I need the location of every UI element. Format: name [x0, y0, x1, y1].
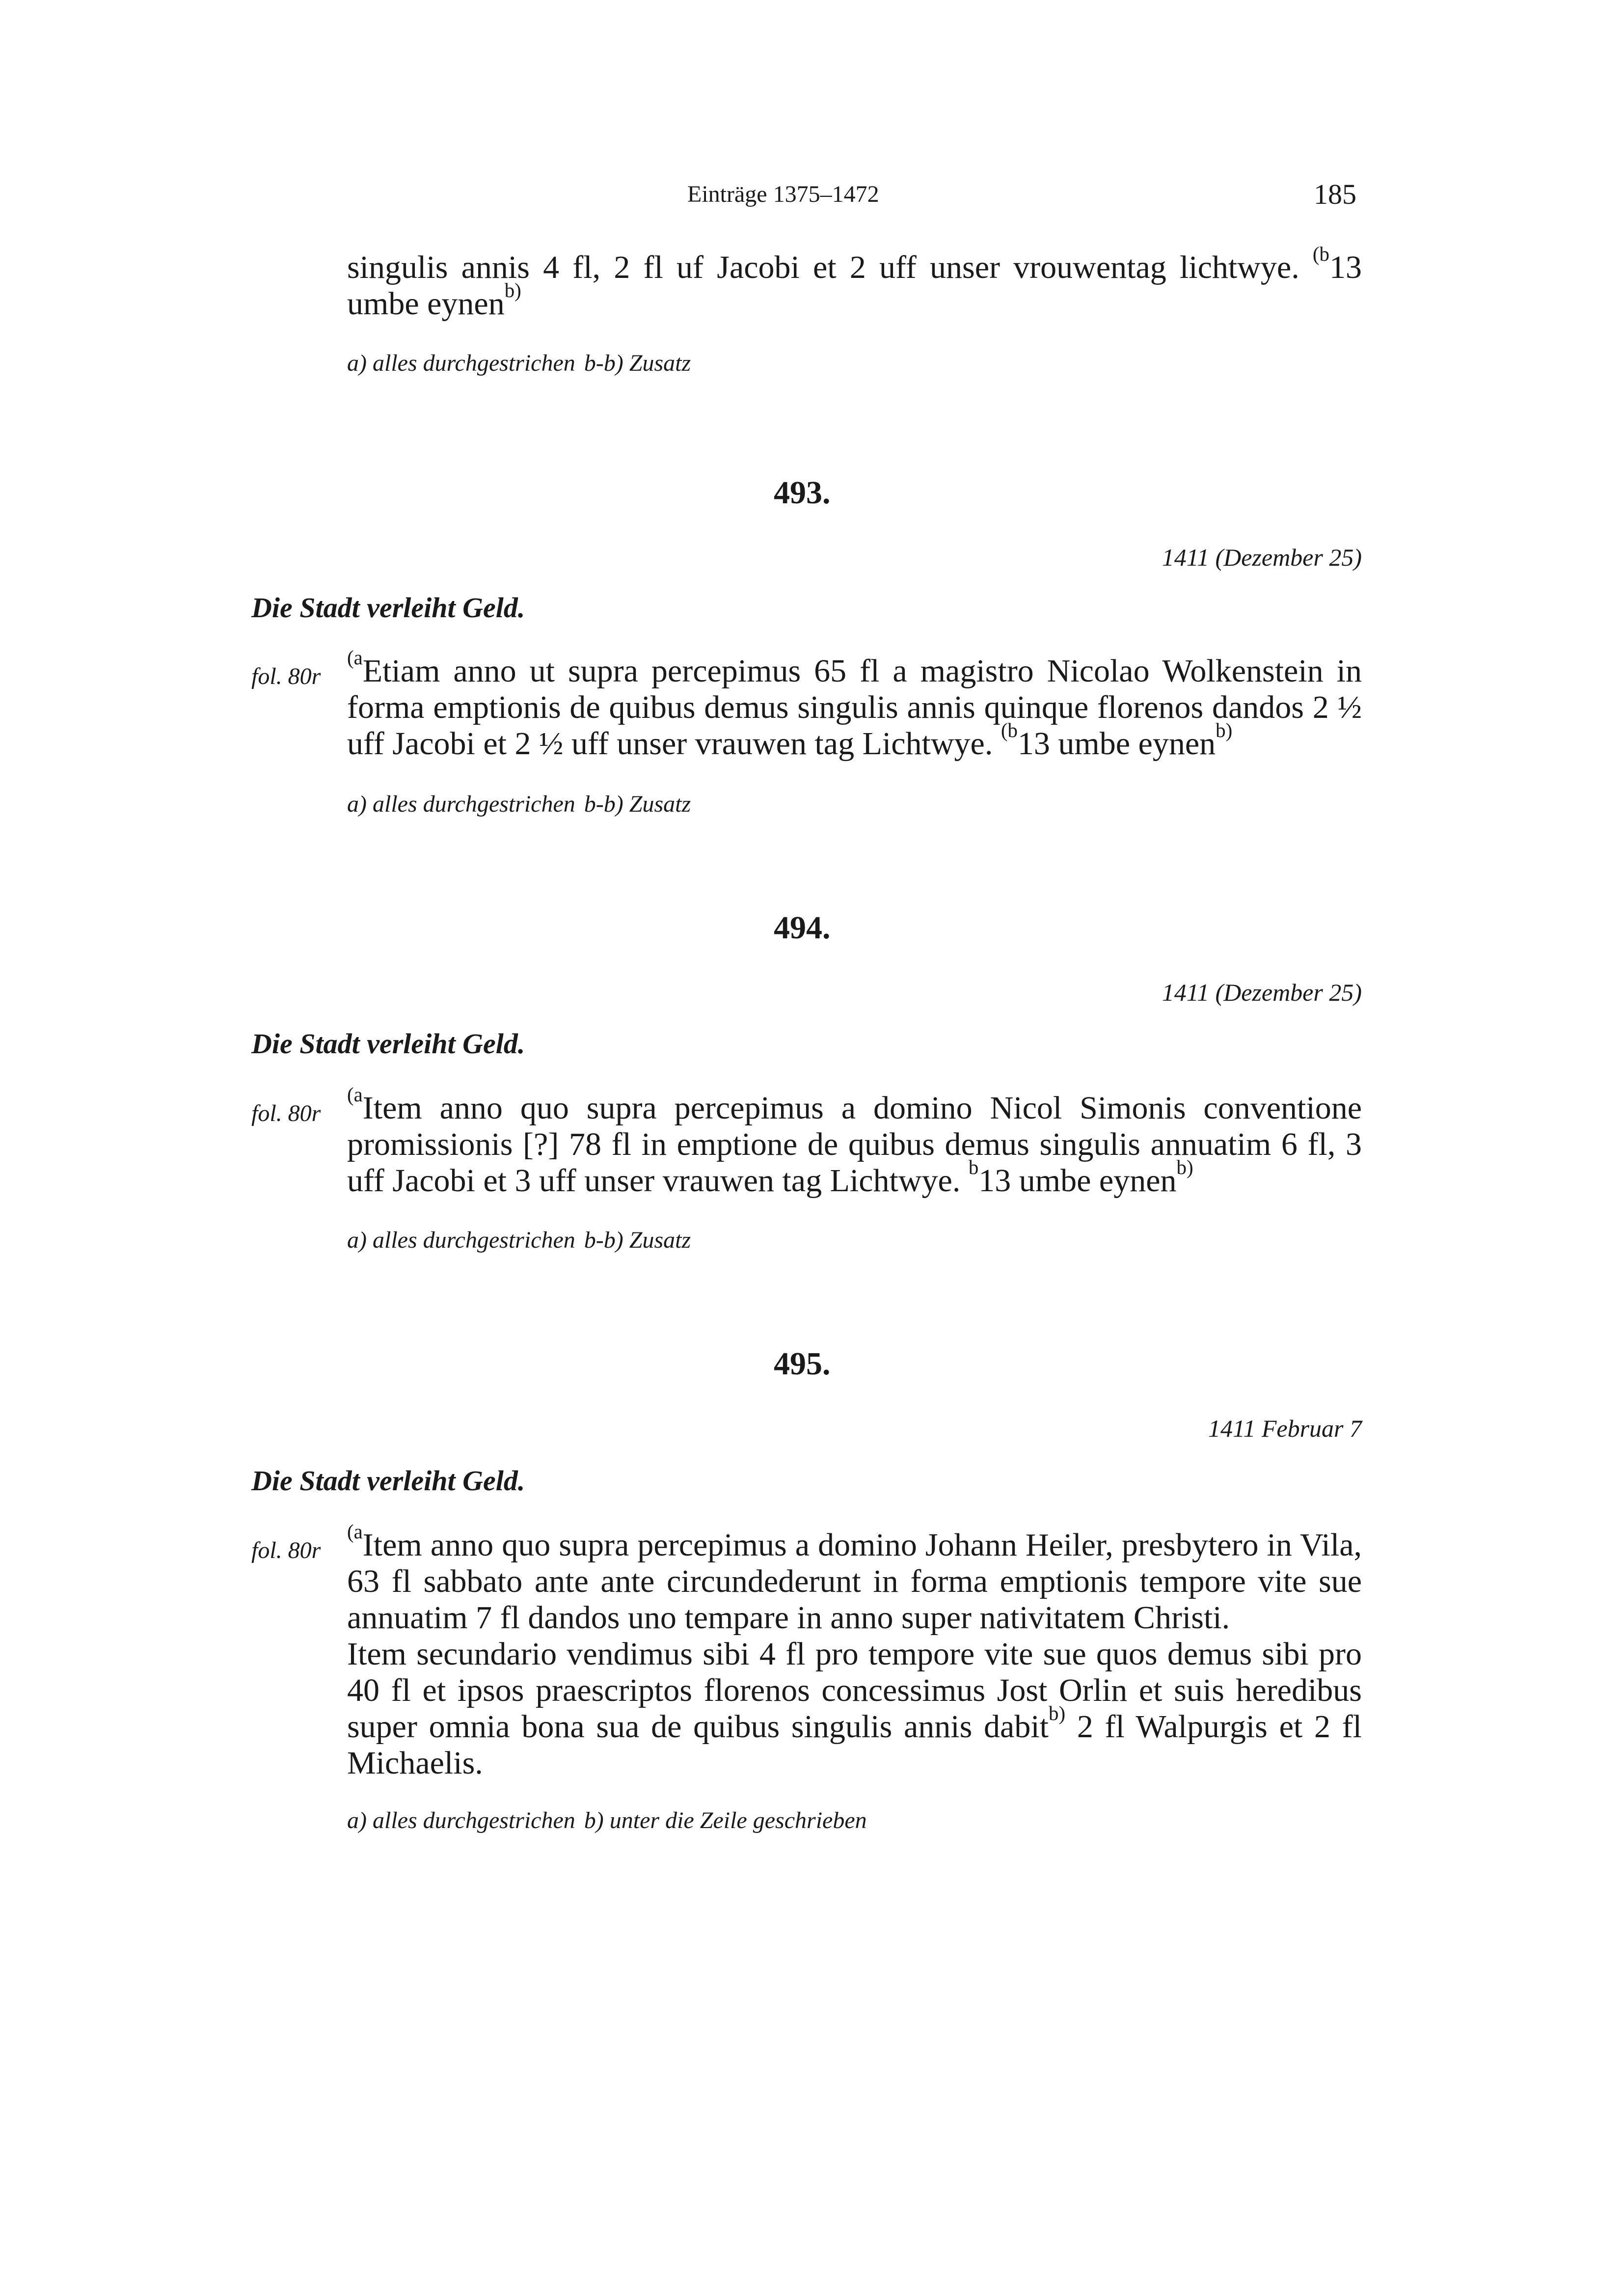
- footnote-marker: b): [1176, 1156, 1193, 1179]
- footnote-a: a) alles durchgestrichen: [347, 791, 575, 817]
- entry-main-text: Etiam anno ut supra percepimus 65 fl a magistro Nicolao Wolkenstein in forma emptionis de quibus demus singulis annis quinque florenos dandos 2 ½ uff Jacobi et 2 ½ uff unser vrauwen tag Lichtwye.: [347, 653, 1362, 762]
- page-number: 185: [1314, 178, 1356, 210]
- footnote-b: b-b) Zusatz: [584, 350, 691, 376]
- entry-second-text: Item secundario vendimus sibi 4 fl pro tempore vite sue quos demus sibi pro 40 fl et ipsos praescriptos florenos concessimus Jost Orlin et suis heredibus super omnia bona sua de quibus singulis annis dabit: [347, 1636, 1362, 1745]
- running-header-title: Einträge 1375–1472: [687, 181, 879, 207]
- footnotes: [347, 350, 1362, 377]
- entry-number: 494.: [774, 910, 831, 946]
- entry-second-text-end: 2 fl Walpurgis et 2 fl Michaelis.: [347, 1709, 1362, 1781]
- footnote-a: a) alles durchgestrichen: [347, 1227, 575, 1253]
- entry-addition: 13 umbe eynen: [1017, 726, 1216, 762]
- folio-reference: fol. 80r: [251, 1537, 321, 1563]
- entry-text: [347, 1084, 1362, 1199]
- entry-date: 1411 Februar 7: [1208, 1415, 1362, 1442]
- footnote-marker: (a: [347, 1084, 363, 1106]
- footnote-b: b-b) Zusatz: [584, 791, 691, 817]
- entry-heading: Die Stadt verleiht Geld.: [251, 1465, 525, 1497]
- footnotes: [347, 791, 1362, 818]
- entry-heading: Die Stadt verleiht Geld.: [251, 592, 525, 624]
- entry-addition: 13 umbe eynen: [978, 1163, 1177, 1199]
- folio-reference: fol. 80r: [251, 1100, 321, 1126]
- continuation-paragraph: [347, 243, 1362, 322]
- footnote-marker: b): [1049, 1702, 1066, 1725]
- footnote-b: b) unter die Zeile geschrieben: [584, 1807, 867, 1833]
- entry-paragraph: [347, 1636, 1362, 1781]
- entry-text: [347, 647, 1362, 762]
- entry-number: 495.: [774, 1346, 831, 1382]
- entry-text: [347, 1521, 1362, 1781]
- footnote-marker: b): [504, 279, 521, 302]
- footnote-marker: (b: [1312, 243, 1329, 266]
- entry-main-text: Item anno quo supra percepimus a domino Johann Heiler, presbytero in Vila, 63 fl sabbato ante ante circundederunt in forma emptionis tempore vite sue annuatim 7 fl dandos uno tempare in anno super nativitatem Christi.: [347, 1527, 1362, 1636]
- footnote-marker: (a: [347, 647, 363, 669]
- continuation-addition: 13 umbe eynen: [347, 249, 1362, 322]
- continuation-text: singulis annis 4 fl, 2 fl uf Jacobi et 2 uff unser vrouwentag lichtwye.: [347, 249, 1313, 285]
- footnotes: [347, 1227, 1362, 1254]
- footnote-marker: (a: [347, 1521, 363, 1543]
- footnote-marker: b): [1216, 719, 1233, 742]
- footnotes: [347, 1807, 1362, 1834]
- footnote-b: b-b) Zusatz: [584, 1227, 691, 1253]
- entry-paragraph: [347, 1521, 1362, 1636]
- footnote-a: a) alles durchgestrichen: [347, 350, 575, 376]
- entry-date: 1411 (Dezember 25): [1162, 979, 1362, 1006]
- footnote-marker: b: [968, 1156, 979, 1179]
- entry-main-text: Item anno quo supra percepimus a domino Nicol Simonis conventione promissionis [?] 78 fl in emptione de quibus demus singulis annuatim 6 fl, 3 uff Jacobi et 3 uff unser vrauwen tag Lichtwye.: [347, 1090, 1362, 1199]
- entry-date: 1411 (Dezember 25): [1162, 544, 1362, 571]
- folio-reference: fol. 80r: [251, 663, 321, 689]
- entry-number: 493.: [774, 475, 831, 511]
- entry-heading: Die Stadt verleiht Geld.: [251, 1028, 525, 1060]
- footnote-marker: (b: [1001, 719, 1018, 742]
- footnote-a: a) alles durchgestrichen: [347, 1807, 575, 1833]
